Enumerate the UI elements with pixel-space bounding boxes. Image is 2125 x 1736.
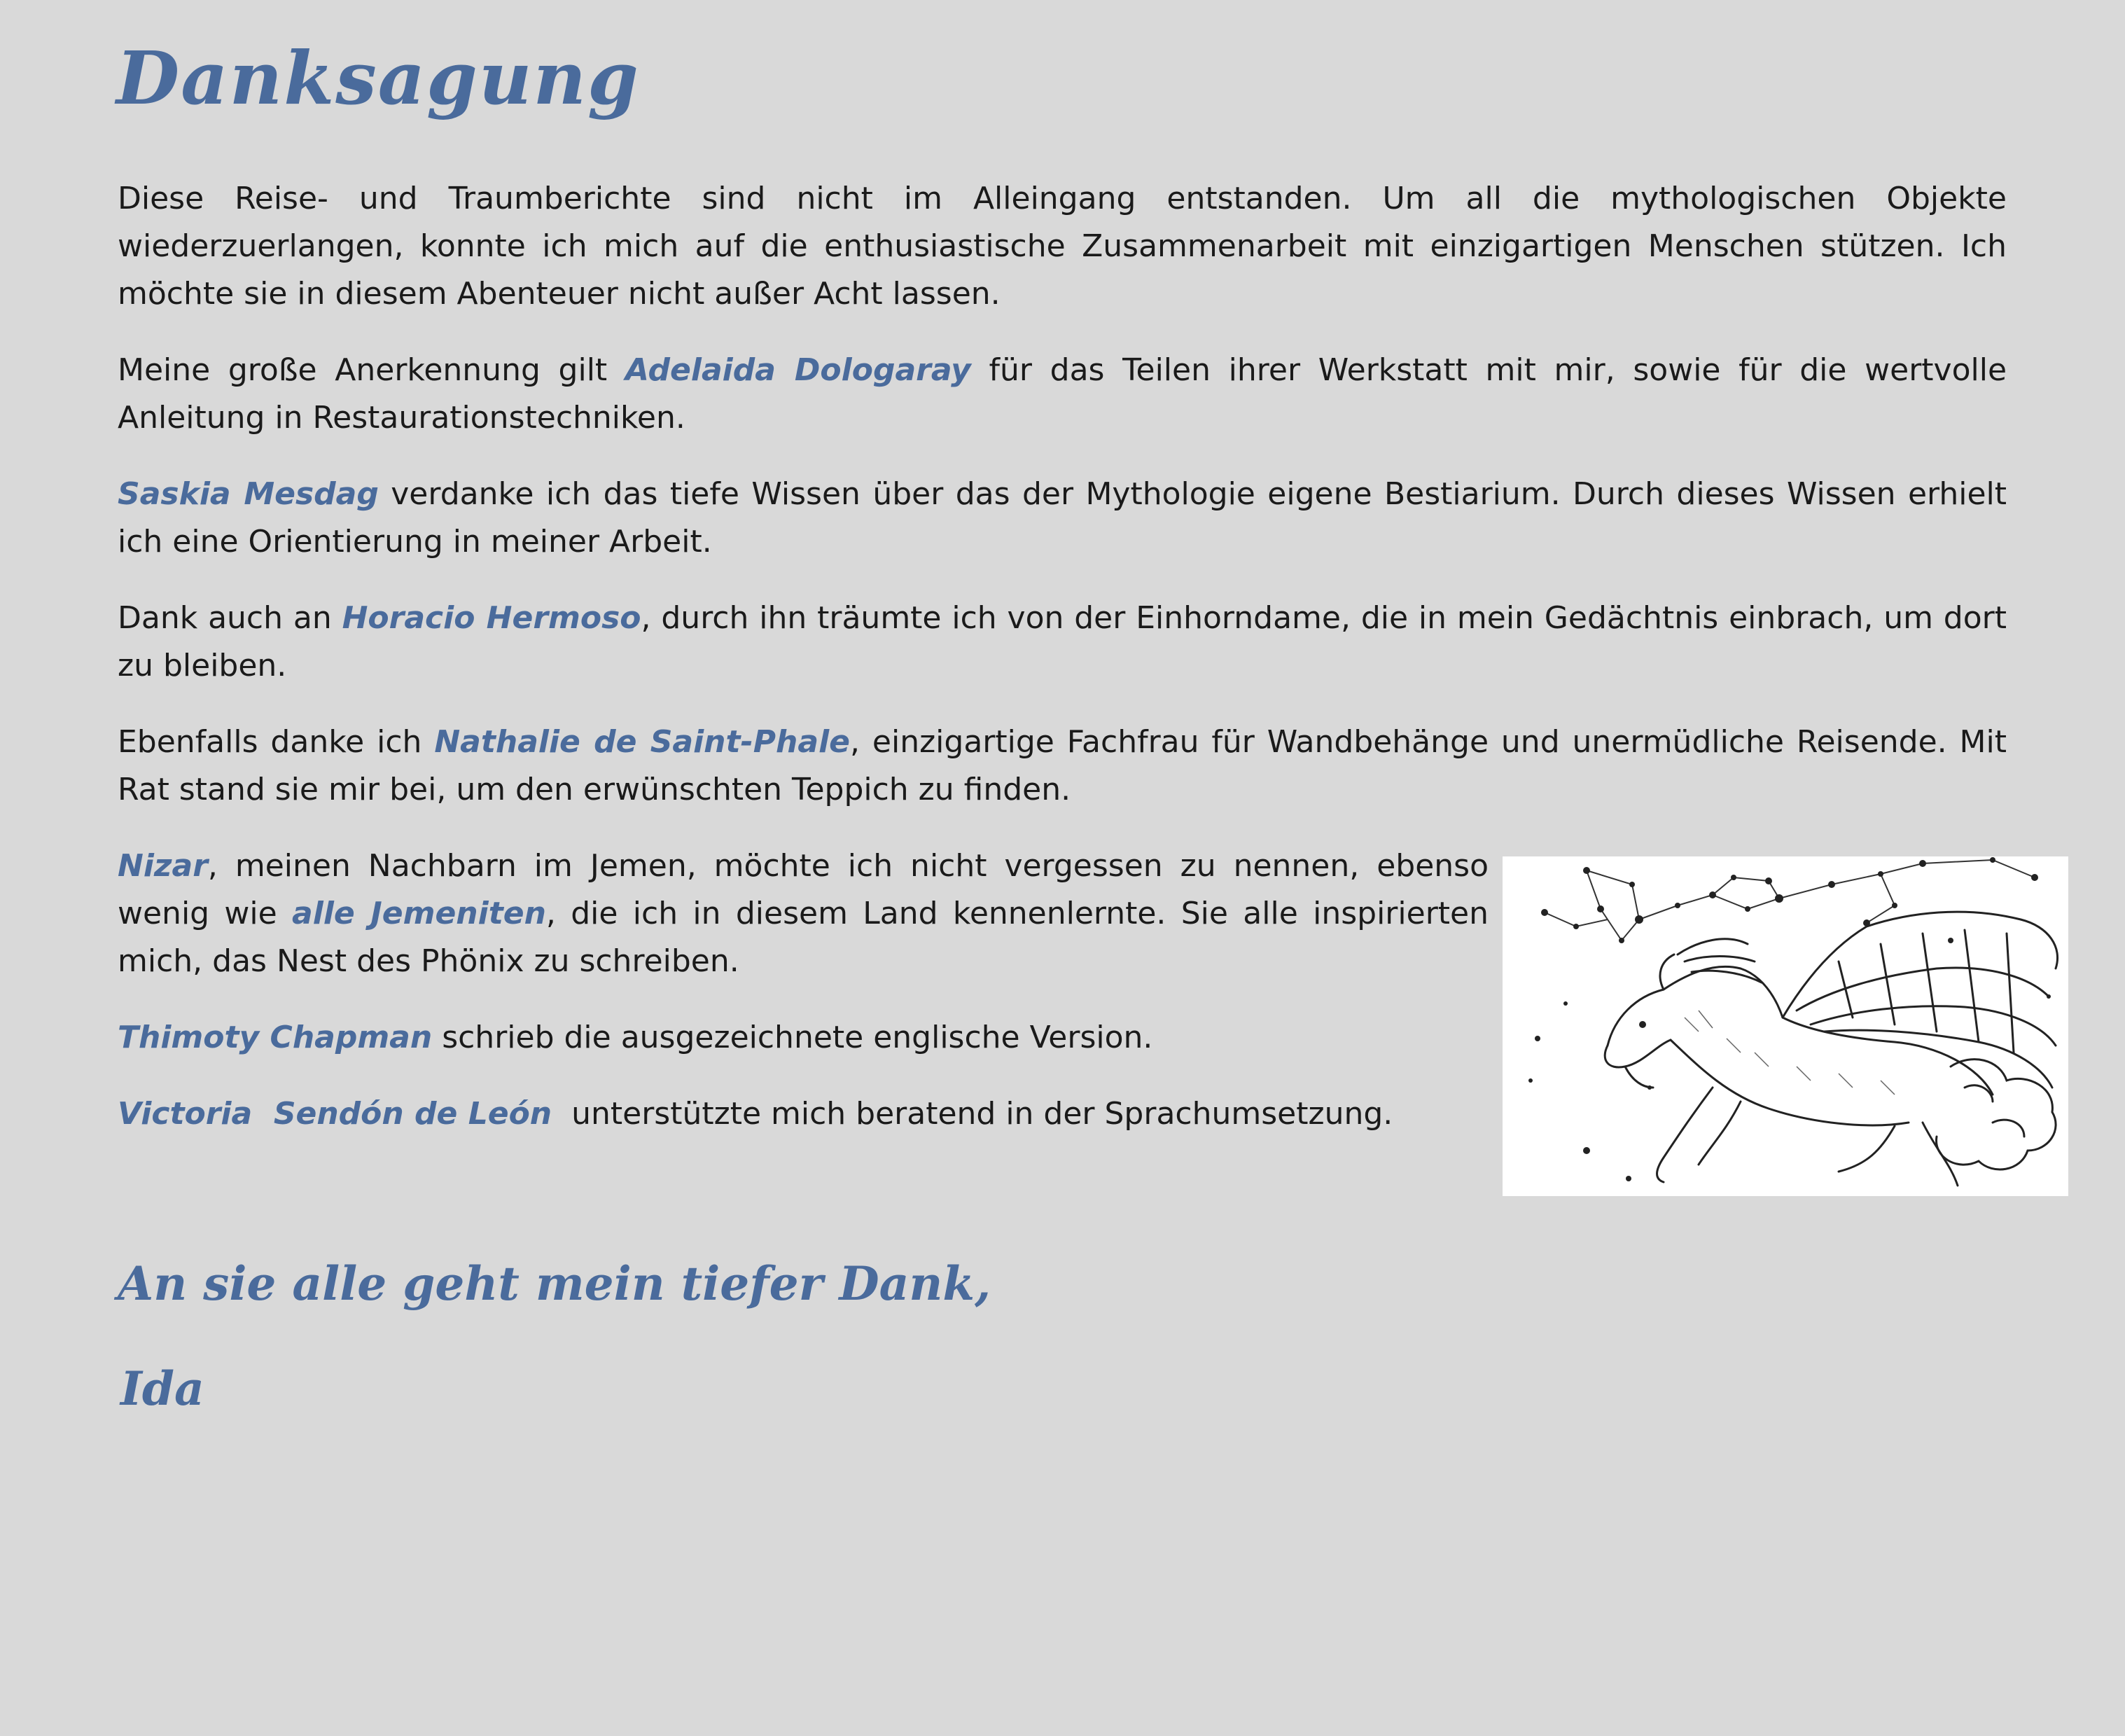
paragraph-text: , meinen Nachbarn im Jemen, möchte ich nicht vergessen zu nennen, ebenso wenig wie: [118, 848, 1489, 931]
page-title: Danksagung: [116, 35, 640, 121]
paragraph-text: Dank auch an: [118, 600, 342, 636]
pegasus-illustration: [1503, 856, 2068, 1196]
pegasus-constellation-image: [1503, 856, 2068, 1196]
intro-paragraph: [118, 175, 2007, 318]
person-name: Thimoty Chapman: [118, 1020, 433, 1055]
person-name: Adelaida Dologaray: [625, 352, 971, 388]
person-name: alle Jemeniten: [292, 896, 546, 931]
closing-line: An sie alle geht mein tiefer Dank,: [118, 1256, 991, 1311]
person-name: Horacio Hermoso: [342, 600, 641, 636]
paragraph-text: , einzigartige Fachfrau für Wandbehänge und unermüdliche Reisende. Mit Rat stand sie mir bei, um den erwünschten Teppich zu finden.: [118, 724, 2007, 807]
paragraph-text: schrieb die ausgezeichnete englische Version.: [432, 1020, 1153, 1055]
paragraph-text: , durch ihn träumte ich von der Einhorndame, die in mein Gedächtnis einbrach, um dort zu bleiben.: [118, 600, 2007, 683]
paragraph-hermoso: [118, 595, 2007, 690]
paragraph-text: Meine große Anerkennung gilt: [118, 352, 625, 388]
person-name: Nizar: [118, 848, 208, 884]
paragraph-text: Ebenfalls danke ich: [118, 724, 435, 760]
paragraph-text: , die ich in diesem Land kennenlernte. Sie alle inspirierten mich, das Nest des Phönix zu schreiben.: [118, 896, 1489, 979]
person-name: Victoria Sendón de León: [118, 1096, 552, 1132]
paragraph-dologaray: [118, 347, 2007, 442]
paragraph-mesdag: [118, 471, 2007, 566]
paragraph-text: verdanke ich das tiefe Wissen über das der Mythologie eigene Bestiarium. Durch dieses Wissen erhielt ich eine Orientierung in meiner Arbeit.: [118, 476, 2007, 560]
acknowledgement-body: [118, 175, 2007, 1196]
person-name: Nathalie de Saint-Phale: [434, 724, 850, 760]
paragraph-text: Diese Reise- und Traumberichte sind nicht im Alleingang entstanden. Um all die mythologischen Objekte wiederzuerlangen, konnte ich mich auf die enthusiastische Zusammenarbeit mit einzigartigen Menschen stützen. Ich möchte sie in diesem Abenteuer nicht außer Acht lassen.: [118, 181, 2007, 312]
paragraph-saint-phale: [118, 718, 2007, 814]
paragraph-text: unterstützte mich beratend in der Sprachumsetzung.: [552, 1096, 1393, 1132]
paragraph-text: für das Teilen ihrer Werkstatt mit mir, sowie für die wertvolle Anleitung in Restaurationstechniken.: [118, 352, 2007, 436]
person-name: Saskia Mesdag: [118, 476, 379, 512]
signature: Ida: [120, 1361, 204, 1416]
